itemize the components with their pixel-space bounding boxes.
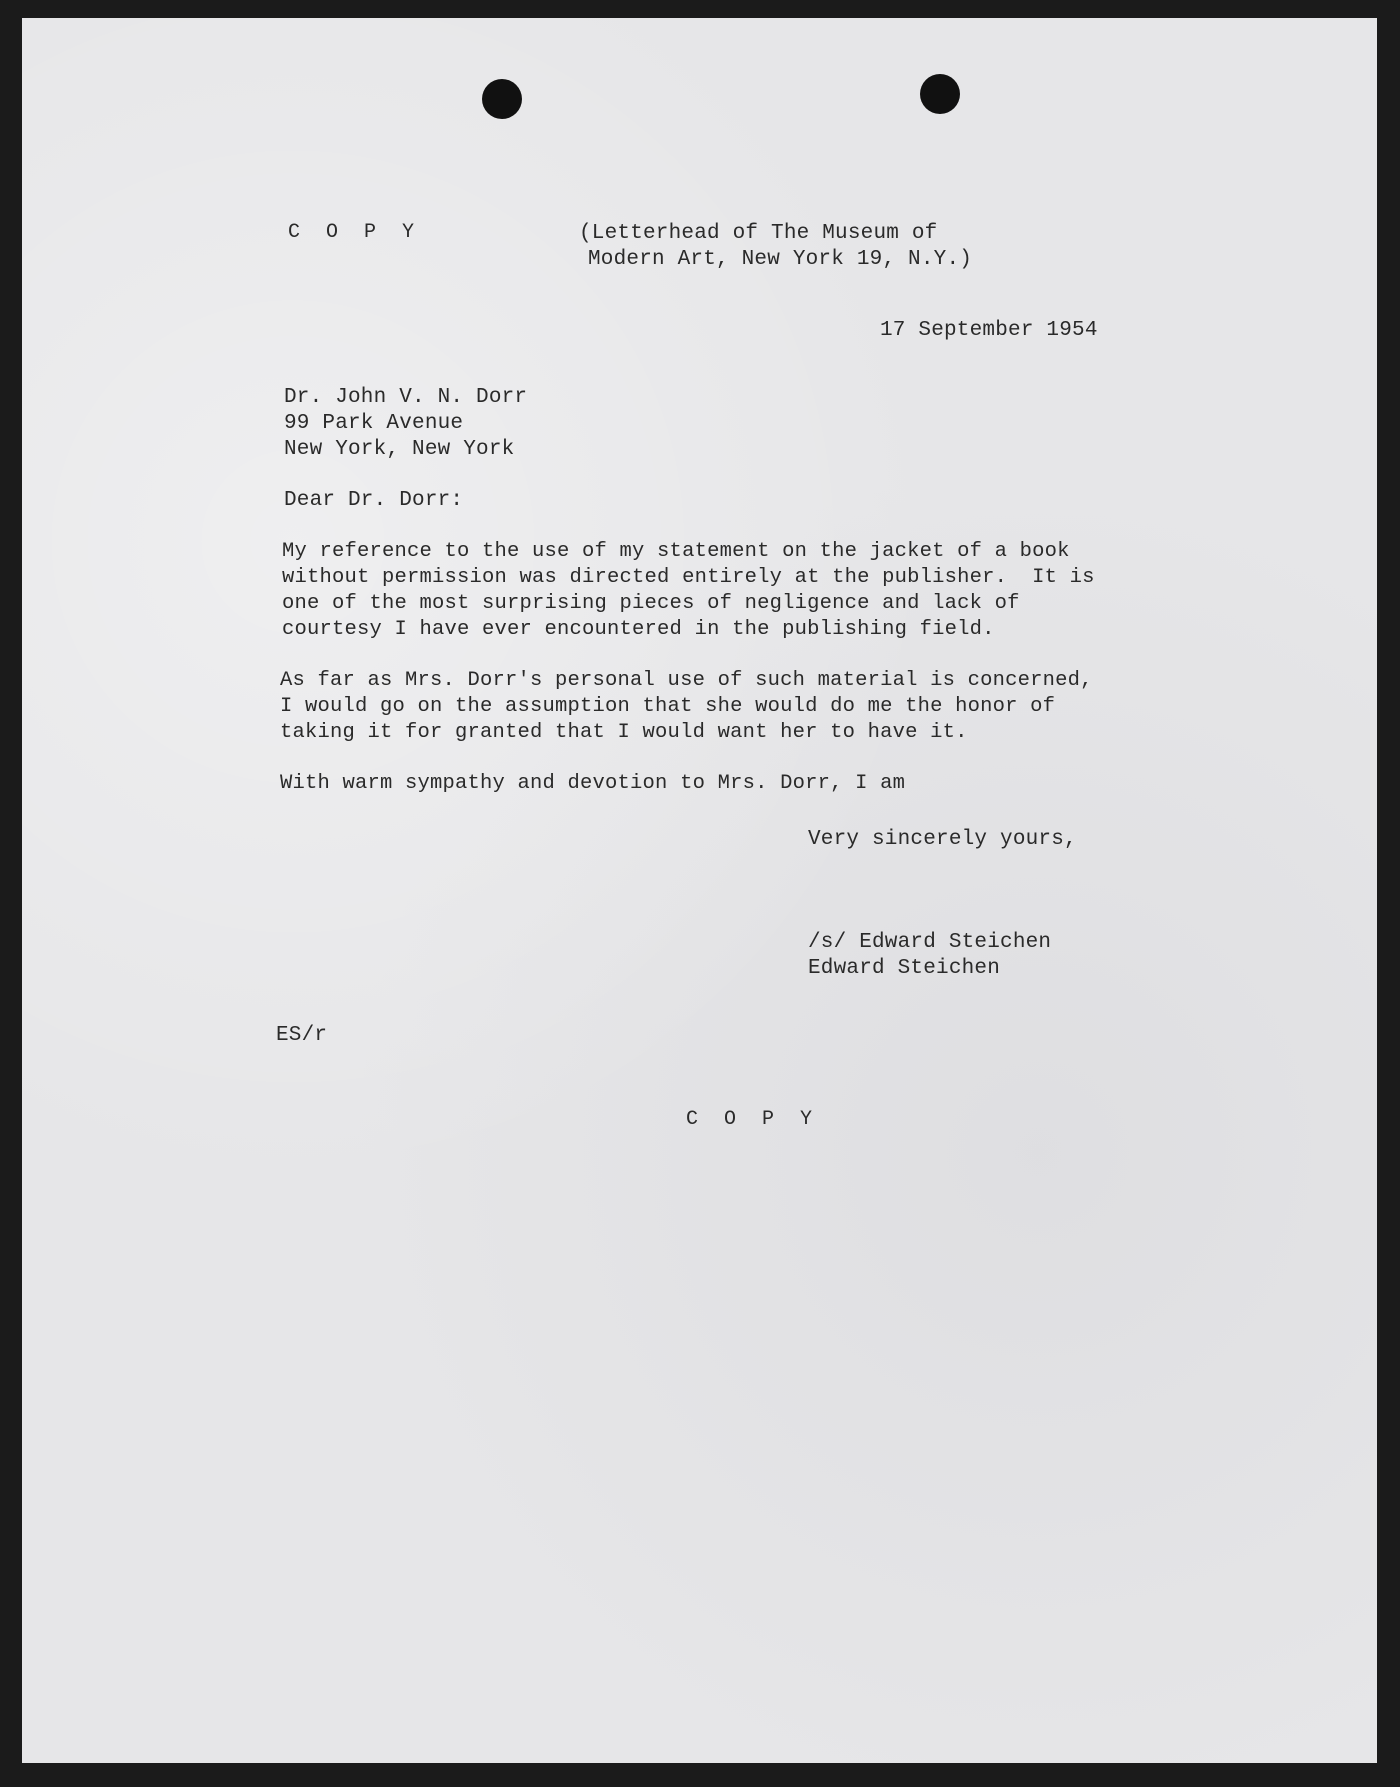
letter-date: 17 September 1954 <box>880 319 1098 342</box>
recipient-city: New York, New York <box>284 438 515 461</box>
punch-hole-left <box>482 79 522 119</box>
punch-hole-right <box>920 74 960 114</box>
copy-mark-bottom: C O P Y <box>686 1108 820 1131</box>
signature-typed-name: Edward Steichen <box>808 957 1001 980</box>
letterhead-line-1: (Letterhead of The Museum of <box>579 222 938 245</box>
paragraph-2-line-3: taking it for granted that I would want her to have it. <box>280 721 968 744</box>
signature-signed-line: /s/ Edward Steichen <box>808 931 1052 954</box>
letterhead-line-2: Modern Art, New York 19, N.Y.) <box>588 248 973 271</box>
paragraph-3-line-1: With warm sympathy and devotion to Mrs. Dorr, I am <box>280 772 906 795</box>
closing: Very sincerely yours, <box>808 828 1077 851</box>
paragraph-1-line-2: without permission was directed entirely at the publisher. It is <box>282 566 1095 589</box>
paragraph-1-line-1: My reference to the use of my statement on the jacket of a book <box>282 540 1070 563</box>
copy-mark-top: C O P Y <box>288 221 422 244</box>
paragraph-2-line-2: I would go on the assumption that she would do me the honor of <box>280 695 1056 718</box>
recipient-name: Dr. John V. N. Dorr <box>284 386 528 409</box>
paragraph-1-line-3: one of the most surprising pieces of negligence and lack of <box>282 592 1020 615</box>
letter-page <box>22 18 1377 1763</box>
recipient-street: 99 Park Avenue <box>284 412 464 435</box>
salutation: Dear Dr. Dorr: <box>284 489 464 512</box>
paragraph-1-line-4: courtesy I have ever encountered in the publishing field. <box>282 618 995 641</box>
paragraph-2-line-1: As far as Mrs. Dorr's personal use of such material is concerned, <box>280 669 1093 692</box>
reference-initials: ES/r <box>276 1024 328 1047</box>
